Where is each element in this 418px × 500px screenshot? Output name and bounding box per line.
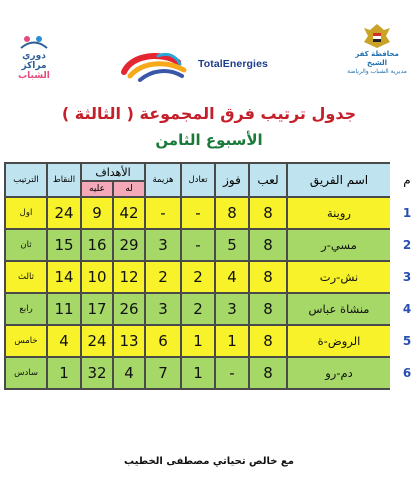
- row-points: 4: [47, 325, 81, 357]
- row-goals-against: 32: [81, 357, 113, 389]
- table-row: [5, 325, 418, 357]
- row-played: 8: [249, 197, 287, 229]
- row-won: 3: [215, 293, 249, 325]
- standings-table: [4, 162, 418, 390]
- header-won: فوز: [215, 163, 249, 197]
- row-team: الروض-ة: [287, 325, 391, 357]
- row-goals-against: 17: [81, 293, 113, 325]
- row-drawn: 1: [181, 357, 215, 389]
- row-lost: 6: [145, 325, 181, 357]
- row-drawn: 1: [181, 325, 215, 357]
- row-lost: -: [145, 197, 181, 229]
- right-logo-line-1: محافظة كفر الشيخ: [355, 50, 399, 67]
- header-points: النقاط: [47, 163, 81, 197]
- row-won: -: [215, 357, 249, 389]
- row-goals-against: 10: [81, 261, 113, 293]
- row-pos: 5: [391, 325, 418, 357]
- eagle-seal-icon: [362, 22, 392, 50]
- youth-directorate-logo: [344, 22, 410, 92]
- row-lost: 7: [145, 357, 181, 389]
- table-row: [5, 197, 418, 229]
- row-rank: رابع: [5, 293, 47, 325]
- row-points: 24: [47, 197, 81, 229]
- row-goals-for: 13: [113, 325, 145, 357]
- row-goals-for: 12: [113, 261, 145, 293]
- header-goals-against: عليه: [81, 181, 113, 197]
- row-rank: ثالث: [5, 261, 47, 293]
- row-lost: 3: [145, 293, 181, 325]
- header-pos: م: [391, 163, 418, 197]
- page-subtitle: الأسبوع الثامن: [155, 131, 263, 149]
- right-logo-line-2: مديرية الشباب والرياضة: [347, 68, 407, 75]
- table-row: [5, 357, 418, 389]
- row-won: 4: [215, 261, 249, 293]
- header-rank: الترتيب: [5, 163, 47, 197]
- row-played: 8: [249, 229, 287, 261]
- header-team: اسم الفريق: [287, 163, 391, 197]
- row-goals-against: 24: [81, 325, 113, 357]
- row-rank: اول: [5, 197, 47, 229]
- totalenergies-logo-icon: [118, 48, 190, 84]
- page-title: جدول ترتيب فرق المجموعة ( الثالثة ): [61, 104, 357, 123]
- row-rank: خامس: [5, 325, 47, 357]
- page-header: [0, 0, 418, 100]
- row-won: 8: [215, 197, 249, 229]
- left-logo-line-2: مراكز: [21, 61, 47, 71]
- row-goals-for: 29: [113, 229, 145, 261]
- left-logo-line-3: الشباب: [18, 71, 50, 81]
- left-logo-line-1: دوري: [22, 51, 46, 61]
- row-played: 8: [249, 293, 287, 325]
- row-goals-for: 42: [113, 197, 145, 229]
- row-won: 1: [215, 325, 249, 357]
- row-lost: 3: [145, 229, 181, 261]
- row-rank: سادس: [5, 357, 47, 389]
- row-drawn: -: [181, 197, 215, 229]
- header-drawn: تعادل: [181, 163, 215, 197]
- row-team: نش-رت: [287, 261, 391, 293]
- header-goals-for: له: [113, 181, 145, 197]
- row-team: روينة: [287, 197, 391, 229]
- header-lost: هزيمة: [145, 163, 181, 197]
- header-played: لعب: [249, 163, 287, 197]
- row-team: منشاة عباس: [287, 293, 391, 325]
- row-drawn: -: [181, 229, 215, 261]
- row-won: 5: [215, 229, 249, 261]
- row-goals-against: 16: [81, 229, 113, 261]
- header-goals: الأهداف: [81, 163, 145, 181]
- row-points: 11: [47, 293, 81, 325]
- row-pos: 4: [391, 293, 418, 325]
- row-pos: 1: [391, 197, 418, 229]
- row-points: 1: [47, 357, 81, 389]
- row-pos: 6: [391, 357, 418, 389]
- row-pos: 3: [391, 261, 418, 293]
- row-team: دم-رو: [287, 357, 391, 389]
- row-points: 14: [47, 261, 81, 293]
- row-played: 8: [249, 261, 287, 293]
- youth-league-logo: [8, 26, 60, 90]
- row-drawn: 2: [181, 261, 215, 293]
- table-row: [5, 261, 418, 293]
- row-points: 15: [47, 229, 81, 261]
- row-drawn: 2: [181, 293, 215, 325]
- row-lost: 2: [145, 261, 181, 293]
- row-played: 8: [249, 325, 287, 357]
- row-played: 8: [249, 357, 287, 389]
- footer-credit: مع خالص تحياتي مصطفى الخطيب: [124, 456, 294, 467]
- table-row: [5, 229, 418, 261]
- row-goals-for: 26: [113, 293, 145, 325]
- figure-icon: [19, 35, 49, 49]
- row-pos: 2: [391, 229, 418, 261]
- row-team: مسي-ر: [287, 229, 391, 261]
- sponsor-name: TotalEnergies: [198, 58, 268, 70]
- row-goals-for: 4: [113, 357, 145, 389]
- row-goals-against: 9: [81, 197, 113, 229]
- row-rank: ثان: [5, 229, 47, 261]
- table-row: [5, 293, 418, 325]
